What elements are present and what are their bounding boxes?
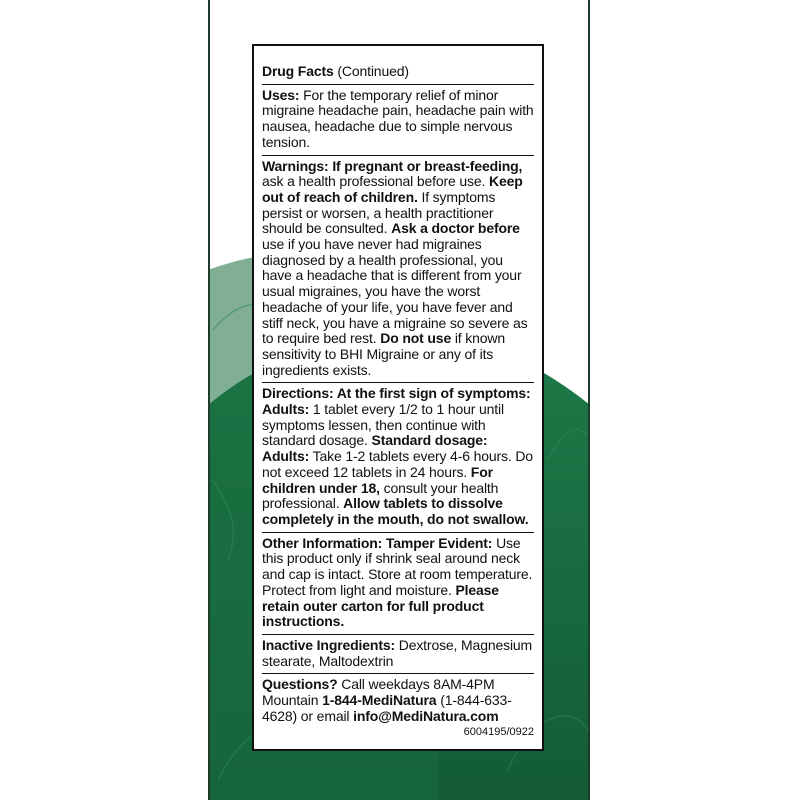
uses-label: Uses: <box>262 86 300 103</box>
uses-section <box>262 85 534 156</box>
drug-facts-box <box>252 44 544 751</box>
warnings-section <box>262 156 534 384</box>
other-information-label: Other Information: Tamper Evident: <box>262 534 493 551</box>
retain-carton-note: Please retain outer carton for full product instructions. <box>262 581 499 630</box>
drug-facts-title <box>262 46 534 85</box>
inactive-ingredients-label: Inactive Ingredients: <box>262 636 395 653</box>
adults-label: Adults: <box>262 401 310 418</box>
warnings-text-2: If symptoms persist or worsen, a health practitioner should be consulted. <box>262 188 496 237</box>
keep-out-warning: Keep out of reach of children. <box>262 173 523 205</box>
ask-doctor-label: Ask a doctor before <box>391 220 520 237</box>
product-code: 6004195/0922 <box>463 726 534 739</box>
pregnant-warning: If pregnant or breast-feeding, <box>328 157 523 174</box>
panel-right-edge <box>588 0 590 800</box>
drug-facts-heading: Drug Facts <box>262 63 334 79</box>
phone-word: 1-844-MediNatura <box>322 692 437 709</box>
questions-text-2: (1-844-633-4628) or email <box>262 692 512 724</box>
questions-section <box>262 674 534 743</box>
questions-text-1: Call weekdays 8AM-4PM Mountain <box>262 676 495 709</box>
questions-label: Questions? <box>262 676 338 693</box>
panel-left-edge <box>208 0 210 800</box>
other-information-section <box>262 533 534 635</box>
directions-text-1: 1 tablet every 1/2 to 1 hour until symptoms lessen, then continue with standard dosage. <box>262 401 504 449</box>
warnings-label: Warnings: <box>262 157 329 174</box>
continued-note: (Continued) <box>333 63 409 79</box>
inactive-ingredients-section <box>262 635 534 674</box>
uses-text: For the temporary relief of minor migraine headache pain, headache pain with nausea, headache due to simple nervous tension. <box>262 86 534 150</box>
inactive-ingredients-text: Dextrose, Magnesium stearate, Maltodextrin <box>262 636 533 669</box>
directions-section <box>262 383 534 532</box>
directions-text-3: consult your health professional. <box>262 479 499 512</box>
children-label: For children under 18, <box>262 463 493 496</box>
dissolve-instruction: Allow tablets to dissolve completely in the mouth, do not swallow. <box>262 495 529 527</box>
standard-dosage-label: Standard dosage: Adults: <box>262 432 488 465</box>
directions-text-2: Take 1-2 tablets every 4-6 hours. Do not exceed 12 tablets in 24 hours. <box>262 448 533 480</box>
warnings-text-4: if known sensitivity to BHI Migraine or any of its ingredients exists. <box>262 330 505 378</box>
other-information-text: Use this product only if shrink seal around neck and cap is intact. Store at room temperature. Protect from light and moisture. <box>262 534 533 598</box>
warnings-text-3: use if you have never had migraines diagnosed by a health professional, you have a headache that is different from your usual migraines, you have the worst headache of your life, you have fever and stiff neck, you have a migraine so severe as to require bed rest. <box>262 236 528 347</box>
label-panel <box>208 0 590 800</box>
directions-label: Directions: At the first sign of symptoms: <box>262 385 531 402</box>
contact-email: info@MediNatura.com <box>353 707 499 724</box>
do-not-use-label: Do not use <box>380 330 452 347</box>
warnings-text-1: ask a health professional before use. <box>262 173 490 190</box>
